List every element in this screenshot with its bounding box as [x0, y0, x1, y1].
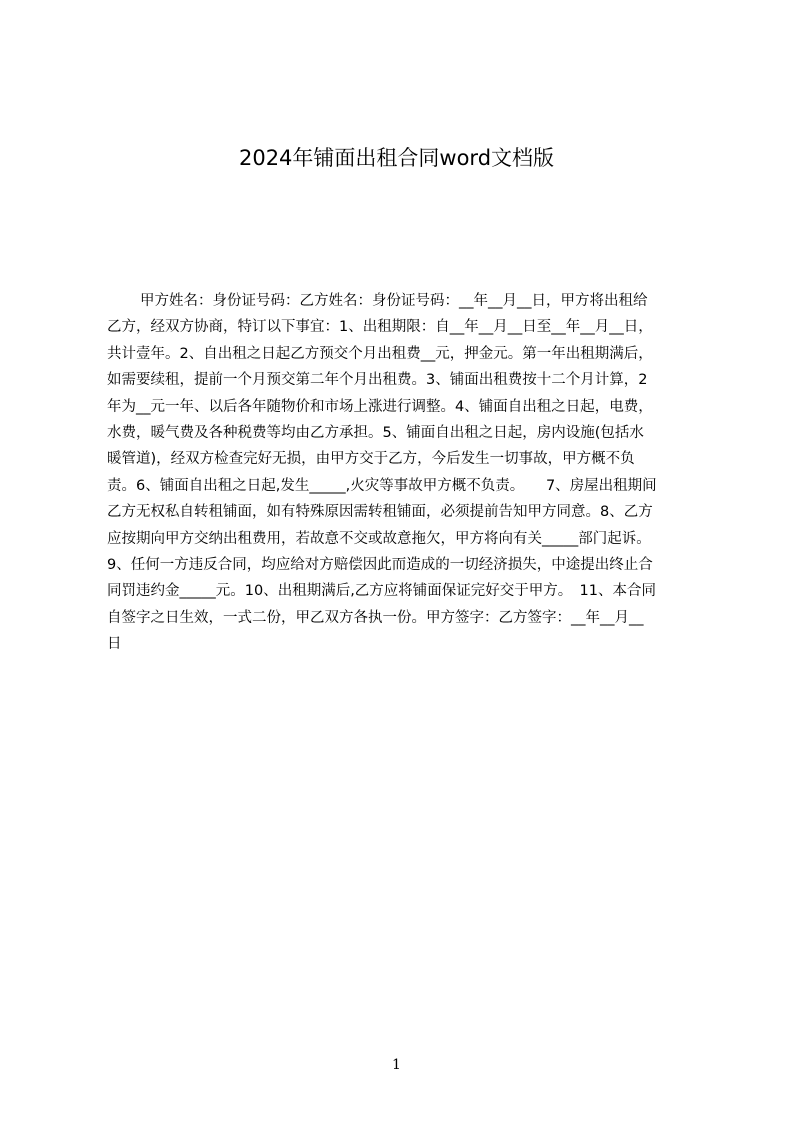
body-line: 9、任何一方违反合同，均应给对方赔偿因此而造成的一切经济损失，中途提出终止合: [107, 556, 653, 573]
body-line: 甲方姓名：身份证号码：乙方姓名：身份证号码：__年__月__日，甲方将出租给: [140, 293, 648, 309]
body-line: 同罚违约金_____元。10、出租期满后,乙方应将铺面保证完好交于甲方。 11、本合同: [107, 583, 657, 600]
body-line: 乙方，经双方协商，特订以下事宜：1、出租期限：自__年__月__日至__年__月__日，: [107, 319, 653, 336]
body-line: 应按期向甲方交纳出租费用，若故意不交或故意拖欠，甲方将向有关_____部门起诉。: [107, 530, 651, 547]
body-line: 暖管道)，经双方检查完好无损，由甲方交于乙方，今后发生一切事故，甲方概不负: [107, 451, 635, 468]
document-title: 2024年铺面出租合同word文档版: [238, 146, 555, 170]
body-line: 共计壹年。2、自出租之日起乙方预交个月出租费__元，押金元。第一年出租期满后，: [107, 345, 653, 362]
body-line: 自签字之日生效，一式二份，甲乙双方各执一份。甲方签字：乙方签字：__年__月__: [107, 609, 644, 626]
contract-body: [107, 288, 697, 668]
body-line: 日: [107, 636, 122, 653]
body-line: 责。6、铺面自出租之日起,发生_____,火灾等事故甲方概不负责。 7、房屋出租期间: [107, 477, 657, 494]
body-line: 如需要续租，提前一个月预交第二年个月出租费。3、铺面出租费按十二个月计算，2: [107, 372, 648, 389]
body-line: 年为__元一年、以后各年随物价和市场上涨进行调整。4、铺面自出租之日起，电费，: [107, 398, 653, 415]
body-line: 水费，暖气费及各种税费等均由乙方承担。5、铺面自出租之日起，房内设施(包括水: [107, 424, 644, 441]
page-number: 1: [392, 1057, 401, 1073]
body-line: 乙方无权私自转租铺面，如有特殊原因需转租铺面，必须提前告知甲方同意。8、乙方: [107, 504, 653, 521]
